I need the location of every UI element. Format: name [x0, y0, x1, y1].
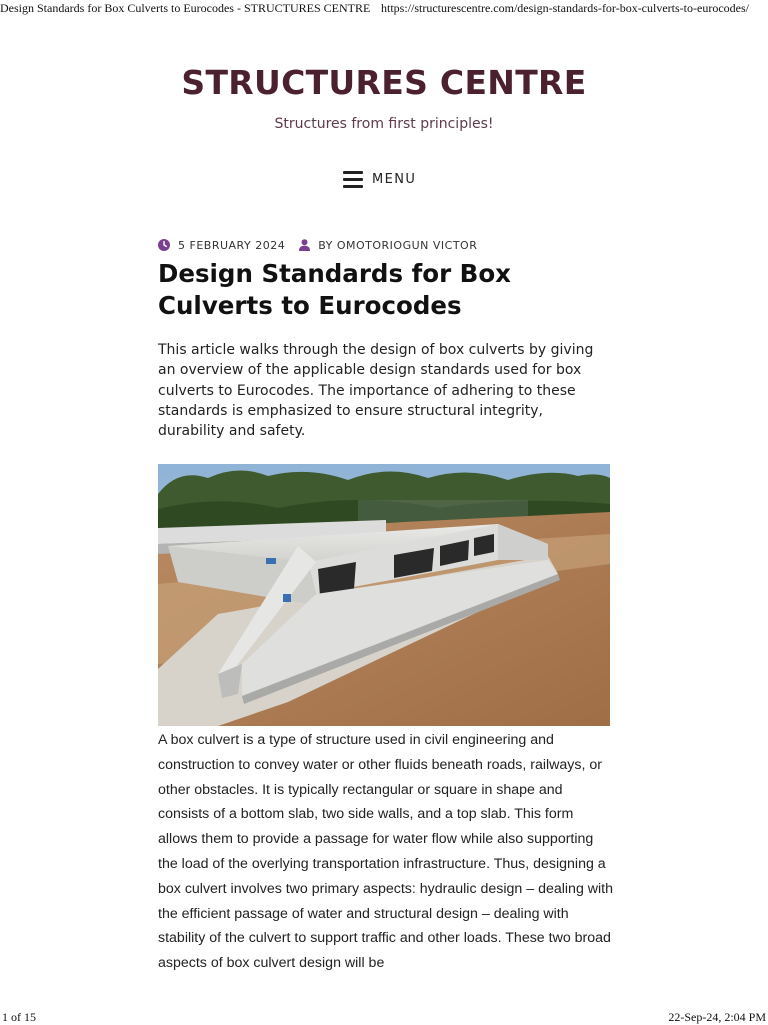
post-title: Design Standards for Box Culverts to Eurocodes [158, 259, 511, 320]
menu-toggle-button[interactable] [343, 167, 416, 191]
print-page-number: 1 of 15 [2, 1010, 36, 1024]
hamburger-icon [343, 170, 363, 188]
post-body-paragraph: A box culvert is a type of structure used in civil engineering and construction to convey water or other fluids beneath roads, railways, or other obstacles. It is typically rectangular or square in shape and consists of a bottom slab, two side walls, and a top slab. This form allows them to provide a passage for water flow while also supporting the load of the overlying transportation infrastructure. Thus, designing a box culvert involves two primary aspects: hydraulic design – dealing with the efficient passage of water and structural design – dealing with stability of the culvert to support traffic and other loads. These two broad aspects of box culvert design will be [158, 732, 614, 972]
post-date [158, 239, 285, 252]
site-title[interactable]: STRUCTURES CENTRE [181, 63, 587, 102]
post-author-link[interactable]: BY OMOTORIOGUN VICTOR [318, 238, 478, 252]
print-header-url: https://structurescentre.com/design-standards-for-box-culverts-to-eurocodes/ [381, 1, 749, 15]
print-header-title: Design Standards for Box Culverts to Eurocodes - STRUCTURES CENTRE [0, 1, 371, 15]
box-culvert-photo [158, 464, 610, 726]
print-datetime: 22-Sep-24, 2:04 PM [668, 1010, 766, 1024]
post-meta [158, 237, 477, 253]
post-author [299, 239, 477, 252]
print-footer [0, 1009, 768, 1024]
site-tagline: Structures from first principles! [274, 116, 494, 132]
post-intro: This article walks through the design of box culverts by giving an overview of the applicable design standards used for box culverts to Eurocodes. The importance of adhering to these standards is emphasized to ensure structural integrity, durability and safety. [158, 342, 594, 440]
print-header [0, 0, 768, 16]
clock-icon [158, 239, 170, 251]
post-date-link[interactable]: 5 FEBRUARY 2024 [178, 238, 286, 252]
user-icon [299, 239, 310, 251]
menu-label: MENU [372, 171, 417, 187]
